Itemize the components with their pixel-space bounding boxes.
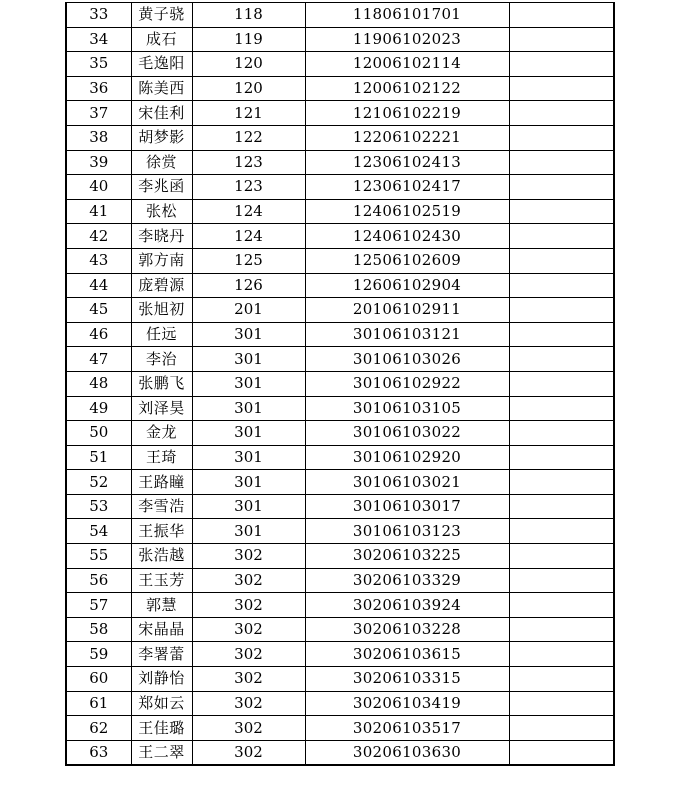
remarks-cell (509, 544, 614, 569)
student-name-cell: 张鹏飞 (131, 371, 192, 396)
student-name-cell: 王二翠 (131, 740, 192, 765)
row-number-cell: 52 (66, 470, 131, 495)
student-id-cell: 30106103121 (305, 322, 509, 347)
remarks-cell (509, 101, 614, 126)
table-row (66, 3, 614, 28)
student-id-cell: 12406102519 (305, 199, 509, 224)
remarks-cell (509, 224, 614, 249)
row-number-cell: 59 (66, 642, 131, 667)
table-row (66, 52, 614, 77)
student-id-cell: 30106102920 (305, 445, 509, 470)
student-id-cell: 30206103615 (305, 642, 509, 667)
student-name-cell: 陈美西 (131, 76, 192, 101)
table-row (66, 322, 614, 347)
class-code-cell: 120 (192, 76, 305, 101)
student-id-cell: 11806101701 (305, 3, 509, 28)
row-number-cell: 56 (66, 568, 131, 593)
class-code-cell: 123 (192, 175, 305, 200)
student-id-cell: 30206103630 (305, 740, 509, 765)
remarks-cell (509, 347, 614, 372)
student-id-cell: 30206103225 (305, 544, 509, 569)
class-code-cell: 301 (192, 421, 305, 446)
remarks-cell (509, 642, 614, 667)
student-id-cell: 30106102922 (305, 371, 509, 396)
table-row (66, 740, 614, 765)
student-id-cell: 12406102430 (305, 224, 509, 249)
roster-body (66, 3, 614, 766)
class-code-cell: 121 (192, 101, 305, 126)
class-code-cell: 301 (192, 396, 305, 421)
table-row (66, 273, 614, 298)
class-code-cell: 301 (192, 371, 305, 396)
student-id-cell: 30206103517 (305, 716, 509, 741)
student-id-cell: 30106103105 (305, 396, 509, 421)
student-id-cell: 12206102221 (305, 125, 509, 150)
student-name-cell: 徐赏 (131, 150, 192, 175)
student-id-cell: 12306102413 (305, 150, 509, 175)
class-code-cell: 124 (192, 199, 305, 224)
row-number-cell: 54 (66, 519, 131, 544)
table-row (66, 298, 614, 323)
class-code-cell: 302 (192, 691, 305, 716)
row-number-cell: 39 (66, 150, 131, 175)
student-name-cell: 宋晶晶 (131, 617, 192, 642)
table-row (66, 371, 614, 396)
student-id-cell: 30106103017 (305, 494, 509, 519)
student-name-cell: 成石 (131, 27, 192, 52)
student-id-cell: 12506102609 (305, 248, 509, 273)
row-number-cell: 61 (66, 691, 131, 716)
remarks-cell (509, 150, 614, 175)
remarks-cell (509, 568, 614, 593)
table-row (66, 199, 614, 224)
row-number-cell: 45 (66, 298, 131, 323)
remarks-cell (509, 371, 614, 396)
student-name-cell: 刘泽昊 (131, 396, 192, 421)
row-number-cell: 40 (66, 175, 131, 200)
row-number-cell: 42 (66, 224, 131, 249)
remarks-cell (509, 3, 614, 28)
row-number-cell: 48 (66, 371, 131, 396)
remarks-cell (509, 199, 614, 224)
row-number-cell: 37 (66, 101, 131, 126)
table-row (66, 175, 614, 200)
student-name-cell: 李署蕾 (131, 642, 192, 667)
student-id-cell: 11906102023 (305, 27, 509, 52)
student-roster-table (65, 2, 615, 766)
row-number-cell: 36 (66, 76, 131, 101)
student-id-cell: 12306102417 (305, 175, 509, 200)
class-code-cell: 302 (192, 617, 305, 642)
remarks-cell (509, 322, 614, 347)
student-name-cell: 王振华 (131, 519, 192, 544)
table-row (66, 544, 614, 569)
class-code-cell: 301 (192, 347, 305, 372)
student-name-cell: 胡梦影 (131, 125, 192, 150)
class-code-cell: 302 (192, 642, 305, 667)
student-id-cell: 30206103329 (305, 568, 509, 593)
row-number-cell: 62 (66, 716, 131, 741)
remarks-cell (509, 298, 614, 323)
table-row (66, 150, 614, 175)
class-code-cell: 125 (192, 248, 305, 273)
student-id-cell: 12006102114 (305, 52, 509, 77)
student-id-cell: 30106103123 (305, 519, 509, 544)
student-name-cell: 郑如云 (131, 691, 192, 716)
remarks-cell (509, 740, 614, 765)
student-id-cell: 30106103022 (305, 421, 509, 446)
student-name-cell: 李兆函 (131, 175, 192, 200)
student-id-cell: 30206103924 (305, 593, 509, 618)
remarks-cell (509, 445, 614, 470)
table-row (66, 642, 614, 667)
row-number-cell: 53 (66, 494, 131, 519)
student-name-cell: 刘静怡 (131, 667, 192, 692)
row-number-cell: 33 (66, 3, 131, 28)
row-number-cell: 44 (66, 273, 131, 298)
remarks-cell (509, 76, 614, 101)
class-code-cell: 301 (192, 470, 305, 495)
row-number-cell: 55 (66, 544, 131, 569)
student-name-cell: 庞碧源 (131, 273, 192, 298)
row-number-cell: 49 (66, 396, 131, 421)
student-name-cell: 郭慧 (131, 593, 192, 618)
student-name-cell: 王佳璐 (131, 716, 192, 741)
row-number-cell: 58 (66, 617, 131, 642)
class-code-cell: 301 (192, 445, 305, 470)
remarks-cell (509, 470, 614, 495)
remarks-cell (509, 691, 614, 716)
student-name-cell: 李晓丹 (131, 224, 192, 249)
class-code-cell: 301 (192, 494, 305, 519)
table-row (66, 125, 614, 150)
student-name-cell: 黄子骁 (131, 3, 192, 28)
class-code-cell: 301 (192, 322, 305, 347)
student-id-cell: 30206103419 (305, 691, 509, 716)
row-number-cell: 51 (66, 445, 131, 470)
remarks-cell (509, 716, 614, 741)
row-number-cell: 43 (66, 248, 131, 273)
student-name-cell: 张旭初 (131, 298, 192, 323)
row-number-cell: 41 (66, 199, 131, 224)
class-code-cell: 201 (192, 298, 305, 323)
remarks-cell (509, 27, 614, 52)
student-name-cell: 王琦 (131, 445, 192, 470)
class-code-cell: 119 (192, 27, 305, 52)
student-name-cell: 李治 (131, 347, 192, 372)
remarks-cell (509, 248, 614, 273)
student-id-cell: 12606102904 (305, 273, 509, 298)
remarks-cell (509, 519, 614, 544)
class-code-cell: 120 (192, 52, 305, 77)
student-name-cell: 王路瞳 (131, 470, 192, 495)
student-name-cell: 郭方南 (131, 248, 192, 273)
table-row (66, 347, 614, 372)
table-row (66, 248, 614, 273)
remarks-cell (509, 52, 614, 77)
table-row (66, 445, 614, 470)
remarks-cell (509, 494, 614, 519)
table-row (66, 27, 614, 52)
row-number-cell: 46 (66, 322, 131, 347)
class-code-cell: 124 (192, 224, 305, 249)
student-name-cell: 李雪浩 (131, 494, 192, 519)
student-name-cell: 任远 (131, 322, 192, 347)
table-row (66, 617, 614, 642)
student-id-cell: 30106103026 (305, 347, 509, 372)
class-code-cell: 126 (192, 273, 305, 298)
student-name-cell: 金龙 (131, 421, 192, 446)
table-row (66, 421, 614, 446)
class-code-cell: 302 (192, 593, 305, 618)
remarks-cell (509, 617, 614, 642)
row-number-cell: 50 (66, 421, 131, 446)
row-number-cell: 38 (66, 125, 131, 150)
remarks-cell (509, 273, 614, 298)
class-code-cell: 302 (192, 667, 305, 692)
table-row (66, 667, 614, 692)
table-row (66, 224, 614, 249)
row-number-cell: 34 (66, 27, 131, 52)
class-code-cell: 302 (192, 716, 305, 741)
class-code-cell: 123 (192, 150, 305, 175)
class-code-cell: 302 (192, 544, 305, 569)
student-name-cell: 张松 (131, 199, 192, 224)
student-name-cell: 宋佳利 (131, 101, 192, 126)
remarks-cell (509, 667, 614, 692)
student-id-cell: 12006102122 (305, 76, 509, 101)
student-id-cell: 12106102219 (305, 101, 509, 126)
table-row (66, 101, 614, 126)
student-id-cell: 20106102911 (305, 298, 509, 323)
remarks-cell (509, 175, 614, 200)
row-number-cell: 57 (66, 593, 131, 618)
remarks-cell (509, 125, 614, 150)
table-row (66, 494, 614, 519)
class-code-cell: 301 (192, 519, 305, 544)
table-row (66, 593, 614, 618)
class-code-cell: 118 (192, 3, 305, 28)
student-name-cell: 毛逸阳 (131, 52, 192, 77)
class-code-cell: 302 (192, 568, 305, 593)
table-row (66, 716, 614, 741)
row-number-cell: 60 (66, 667, 131, 692)
table-row (66, 76, 614, 101)
table-row (66, 519, 614, 544)
class-code-cell: 302 (192, 740, 305, 765)
student-name-cell: 王玉芳 (131, 568, 192, 593)
student-name-cell: 张浩越 (131, 544, 192, 569)
remarks-cell (509, 421, 614, 446)
student-id-cell: 30106103021 (305, 470, 509, 495)
row-number-cell: 35 (66, 52, 131, 77)
class-code-cell: 122 (192, 125, 305, 150)
student-id-cell: 30206103315 (305, 667, 509, 692)
row-number-cell: 63 (66, 740, 131, 765)
row-number-cell: 47 (66, 347, 131, 372)
table-row (66, 691, 614, 716)
table-row (66, 568, 614, 593)
student-id-cell: 30206103228 (305, 617, 509, 642)
table-row (66, 470, 614, 495)
table-row (66, 396, 614, 421)
remarks-cell (509, 396, 614, 421)
remarks-cell (509, 593, 614, 618)
